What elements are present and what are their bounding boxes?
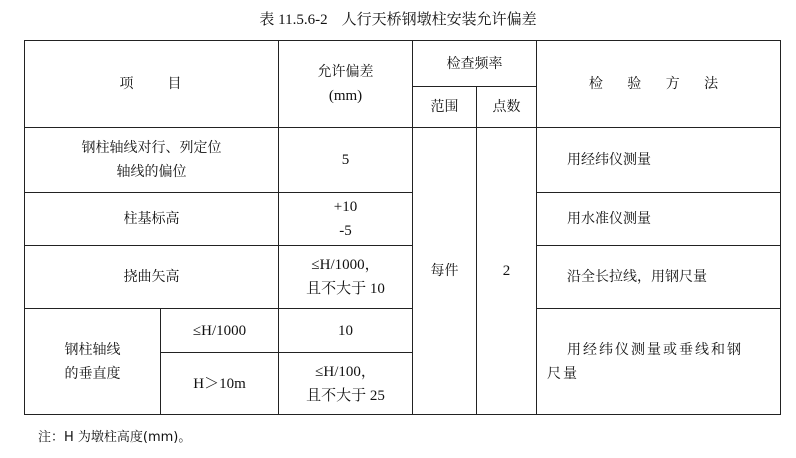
header-row: [25, 41, 781, 87]
row1-item: [25, 128, 279, 193]
row5-tolerance2: [279, 353, 413, 415]
header-item: 项 目: [25, 41, 279, 128]
header-points: 点数: [477, 87, 537, 128]
table-note: 注：H 为墩柱高度(mm)。: [38, 430, 192, 445]
row4-tolerance1: 10: [279, 309, 413, 353]
row3-tolerance-line1: ≤H/1000，: [311, 257, 380, 273]
row4-item-line2: 的垂直度: [64, 365, 121, 382]
row4-method-line1: 用经纬仪测量或垂线和钢: [567, 341, 743, 358]
row2-tolerance: [279, 193, 413, 246]
table-row: [25, 193, 781, 246]
row2-tolerance-lower: -5: [339, 223, 352, 239]
row3-tolerance-line2: 且不大于 10: [306, 281, 385, 297]
table-row: [25, 128, 781, 193]
row1-item-line2: 轴线的偏位: [116, 164, 187, 180]
shared-range: 每件: [413, 128, 477, 415]
row2-item: 柱基标高: [25, 193, 279, 246]
row1-tolerance: 5: [279, 128, 413, 193]
shared-points: 2: [477, 128, 537, 415]
tolerance-table: [24, 40, 781, 415]
header-tolerance: [279, 41, 413, 128]
row5-tolerance2-line1: ≤H/100，: [315, 363, 376, 380]
row5-tolerance2-line2: 且不大于 25: [306, 387, 385, 404]
table-row: [25, 309, 781, 353]
header-method: 检 验 方 法: [537, 41, 781, 128]
row3-item: 挠曲矢高: [25, 246, 279, 309]
header-tolerance-label: 允许偏差: [317, 64, 374, 80]
row2-method: 用水准仪测量: [537, 193, 781, 246]
row3-tolerance: [279, 246, 413, 309]
row3-method: 沿全长拉线，用钢尺量: [537, 246, 781, 309]
row1-method: 用经纬仪测量: [537, 128, 781, 193]
header-tolerance-unit: (mm): [328, 88, 363, 104]
row4-method-line2: 尺量: [547, 365, 579, 382]
table-title: [0, 8, 796, 29]
row4-sub1: ≤H/1000: [161, 309, 279, 353]
header-range: 范围: [413, 87, 477, 128]
row4-method: [537, 309, 781, 415]
row2-tolerance-upper: +10: [333, 199, 358, 215]
row1-item-line1: 钢柱轴线对行、列定位: [81, 140, 222, 156]
row4-item-line1: 钢柱轴线: [64, 341, 121, 358]
table-number: 表 11.5.6-2: [259, 12, 328, 28]
table-row: [25, 246, 781, 309]
table-title-text: 人行天桥钢墩柱安装允许偏差: [341, 10, 537, 28]
header-frequency: 检查频率: [413, 41, 537, 87]
row5-sub2: H＞10m: [161, 353, 279, 415]
row4-item: [25, 309, 161, 415]
